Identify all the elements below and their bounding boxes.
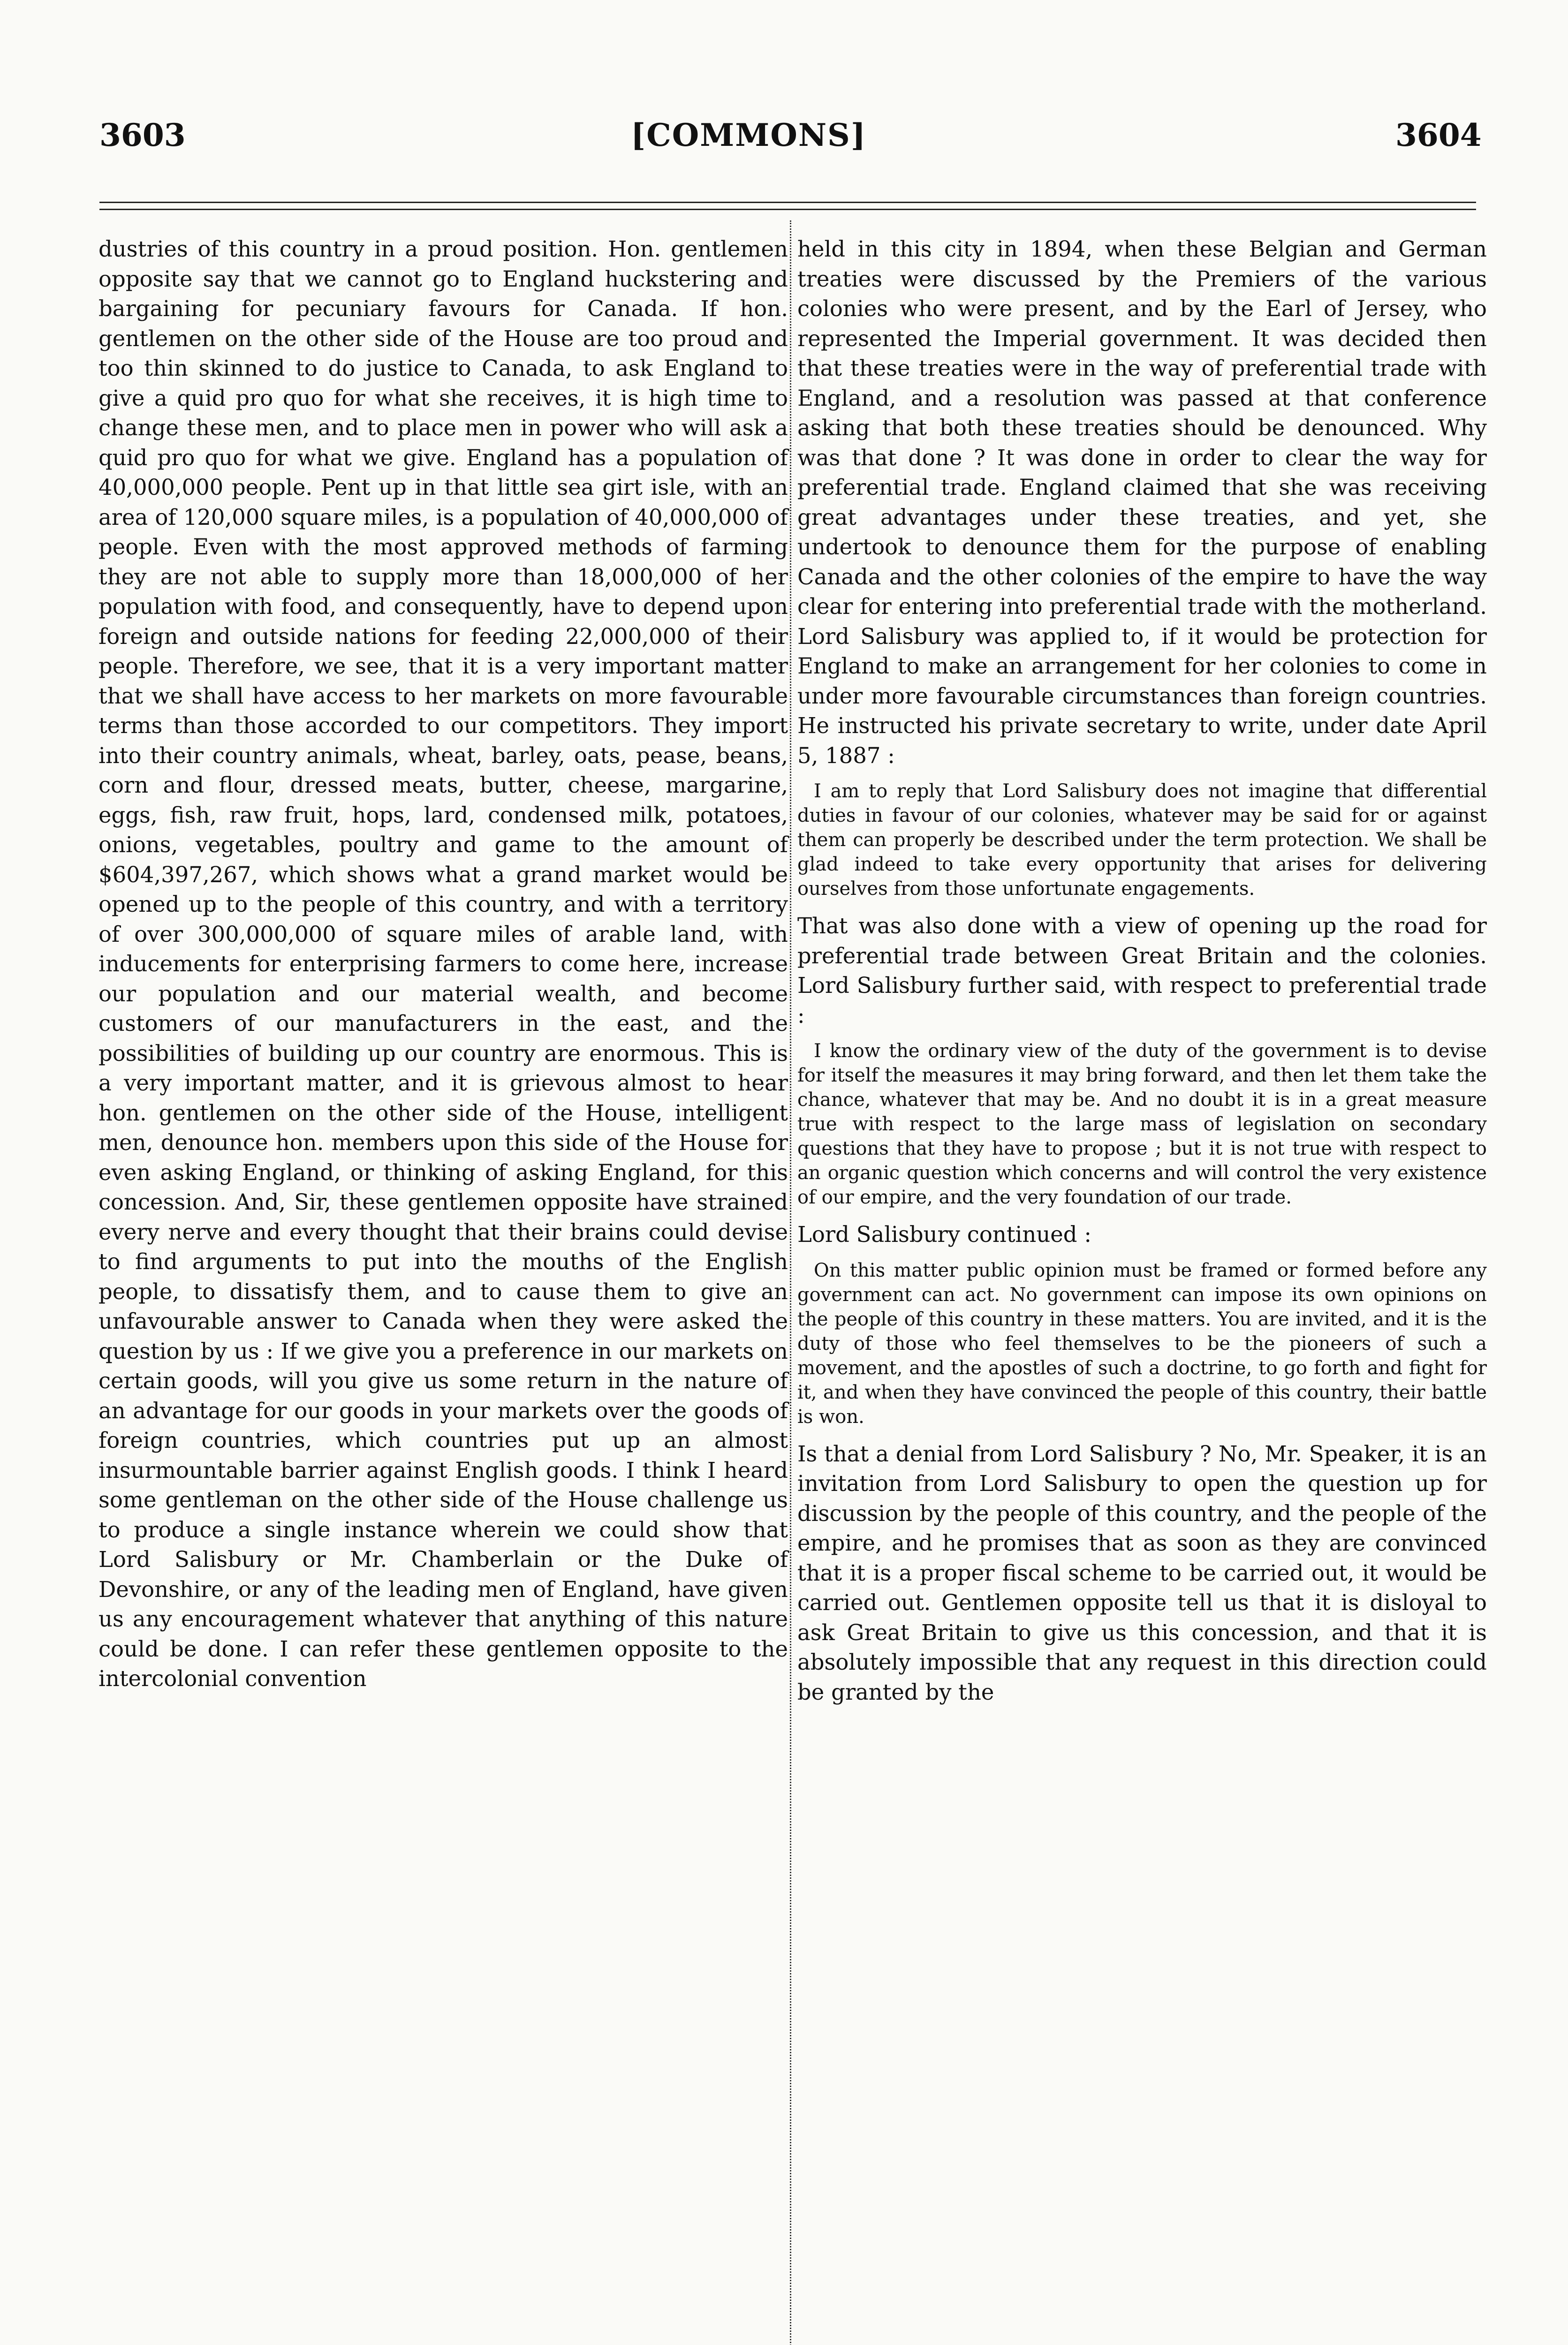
right-paragraph-3: Lord Salisbury continued : [797, 1222, 1092, 1247]
column-divider [790, 220, 791, 2345]
right-paragraph-1: held in this city in 1894, when these Belgian and German treaties were discussed by the Premiers of the various colonies who were present, and by the Earl of Jersey, who represented the Imperial government. It was decided then that these treaties were in the way of preferential trade with England, and a resolution was passed at that conference asking that both these treaties should be denounced. Why was that done ? It was done in order to clear the way for preferential trade. England claimed that she was receiving great advantages under these treaties, and yet, she undertook to denounce them for the purpose of enabling Canada and the other colonies of the empire to have the way clear for entering into preferential trade with the motherland. Lord Salisbury was applied to, if it would be protection for England to make an arrangement for her colonies to come in under more favourable circumstances than foreign countries. He instructed his private secretary to write, under date April 5, 1887 : [797, 236, 1487, 768]
right-paragraph-2: That was also done with a view of opening up the road for preferential trade between Great Britain and the colonies. Lord Salisbury further said, with respect to preferential trade : [797, 913, 1487, 1028]
quote-salisbury-letter: I am to reply that Lord Salisbury does not imagine that differential duties in favour of our colonies, whatever may be said for or against them can properly be described under the term protection. We shall be glad indeed to take every opportunity that arises for delivering ourselves from those unfortunate engagements. [797, 780, 1487, 900]
left-column-text: dustries of this country in a proud position. Hon. gentlemen opposite say that we cannot go to England huckstering and bargaining for pecuniary favours for Canada. If hon. gentlemen on the other side of the House are too proud and too thin skinned to do justice to Canada, to ask England to give a quid pro quo for what she receives, it is high time to change these men, and to place men in power who will ask a quid pro quo for what we give. England has a population of 40,000,000 people. Pent up in that little sea girt isle, with an area of 120,000 square miles, is a population of 40,000,000 of people. Even with the most approved methods of farming they are not able to supply more than 18,000,000 of her population with food, and consequently, have to depend upon foreign and outside nations for feeding 22,000,000 of their people. Therefore, we see, that it is a very important matter that we shall have access to her markets on more favourable terms than those accorded to our competitors. They import into their country animals, wheat, barley, oats, pease, beans, corn and flour, dressed meats, butter, cheese, margarine, eggs, fish, raw fruit, hops, lard, condensed milk, potatoes, onions, vegetables, poultry and game to the amount of $604,397,267, which shows what a grand market would be opened up to the people of this country, and with a territory of over 300,000,000 of square miles of arable land, with inducements for enterprising farmers to come here, increase our population and our material wealth, and become customers of our manufacturers in the east, and the possibilities of building up our country are enormous. This is a very important matter, and it is grievous almost to hear hon. gentlemen on the other side of the House, intelligent men, denounce hon. members upon this side of the House for even asking England, or thinking of asking England, for this concession. And, Sir, these gentlemen opposite have strained every nerve and every thought that their brains could devise to find arguments to put into the mouths of the English people, to dissatisfy them, and to cause them to give an unfavourable answer to Canada when they were asked the question by us : If we give you a preference in our markets on certain goods, will you give us some return in the nature of an advantage for our goods in your markets over the goods of foreign countries, which countries put up an almost insurmountable barrier against English goods. I think I heard some gentleman on the other side of the House challenge us to produce a single instance wherein we could show that Lord Salisbury or Mr. Chamberlain or the Duke of Devonshire, or any of the leading men of England, have given us any encouragement whatever that anything of this nature could be done. I can refer these gentlemen opposite to the intercolonial convention [98, 236, 788, 1691]
quote-salisbury-duty: I know the ordinary view of the duty of the government is to devise for itself the measures it may bring forward, and then let them take the chance, whatever that may be. And no doubt it is in a great measure true with respect to the large mass of legislation on secondary questions that they have to propose ; but it is not true with respect to an organic question which concerns and will control the very existence of our empire, and the very foundation of our trade. [797, 1040, 1487, 1208]
page-number-right: 3604 [1395, 117, 1482, 153]
header-rule-bottom [99, 209, 1476, 210]
header-rule-top [99, 202, 1476, 203]
right-column [797, 234, 1487, 1707]
left-column [98, 234, 788, 1694]
page-number-left: 3603 [99, 117, 186, 153]
right-paragraph-4: Is that a denial from Lord Salisbury ? No, Mr. Speaker, it is an invitation from Lord Salisbury to open the question up for discussion by the people of this country, and the people of the empire, and he promises that as soon as they are convinced that it is a proper fiscal scheme to be carried out, it would be carried out. Gentlemen opposite tell us that it is disloyal to ask Great Britain to give us this concession, and that it is absolutely impossible that any request in this direction could be granted by the [797, 1441, 1487, 1705]
quote-salisbury-opinion: On this matter public opinion must be framed or formed before any government can act. No government can impose its own opinions on the people of this country in these matters. You are invited, and it is the duty of those who feel themselves to be the pioneers of such a movement, and the apostles of such a doctrine, to go forth and fight for it, and when they have convinced the people of this country, their battle is won. [797, 1259, 1487, 1428]
page-title: [COMMONS] [631, 117, 867, 153]
